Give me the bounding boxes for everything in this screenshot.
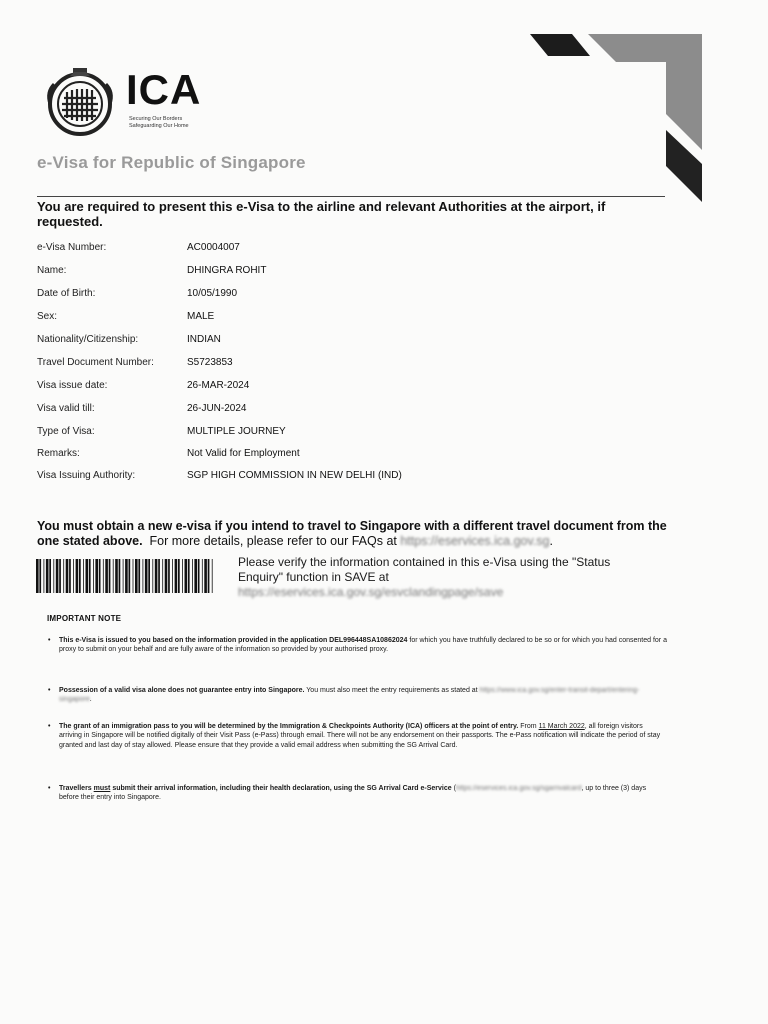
field-value: AC0004007	[187, 242, 240, 253]
field-label: Date of Birth:	[37, 288, 96, 299]
note-2-text: You must also meet the entry requirements as stated at	[306, 687, 478, 694]
field-value: SGP HIGH COMMISSION IN NEW DELHI (IND)	[187, 470, 402, 481]
field-travel-document	[37, 357, 677, 375]
field-value: MULTIPLE JOURNEY	[187, 426, 286, 437]
field-value: INDIAN	[187, 334, 221, 345]
field-label: Visa issue date:	[37, 380, 108, 391]
present-notice: You are required to present this e-Visa to the airline and relevant Authorities at the airport, if requested.	[37, 199, 606, 229]
arrival-card-link[interactable]: https://eservices.ica.gov.sg/sgarrivalcard	[455, 785, 582, 792]
field-value: Not Valid for Employment	[187, 448, 300, 459]
field-label: Name:	[37, 265, 67, 276]
field-issue-date	[37, 380, 677, 398]
field-value: MALE	[187, 311, 215, 322]
save-link[interactable]: https://eservices.ica.gov.sg/esvclandingpage/save	[238, 585, 504, 599]
note-3-bold: The grant of an immigration pass to you will be determined by the Immigration & Checkpoints Authority (ICA) officers at the point of entry.	[59, 723, 519, 730]
field-label: Type of Visa:	[37, 426, 95, 437]
field-evisa-number	[37, 242, 677, 260]
field-sex	[37, 311, 677, 329]
verify-text: Please verify the information contained in this e-Visa using the "Status Enquiry" function in SAVE at	[238, 555, 611, 584]
field-date-of-birth	[37, 288, 677, 306]
note-2-bold: Possession of a valid visa alone does not guarantee entry into Singapore.	[59, 687, 305, 694]
divider	[37, 196, 665, 197]
field-remarks	[37, 448, 677, 466]
field-visa-type	[37, 426, 677, 444]
barcode	[36, 559, 216, 593]
important-note-heading: IMPORTANT NOTE	[47, 614, 122, 623]
field-label: Travel Document Number:	[37, 357, 154, 368]
field-valid-till	[37, 403, 677, 421]
field-label: Remarks:	[37, 448, 80, 459]
faq-link[interactable]: https://eservices.ica.gov.sg	[400, 534, 550, 548]
note-4-bold-b: submit their arrival information, including their health declaration, using the SG Arrival Card e-Service	[112, 785, 452, 792]
faq-text: For more details, please refer to our FAQs at	[149, 534, 397, 548]
ica-wordmark: ICA	[126, 66, 202, 113]
note-item-3: • The grant of an immigration pass to you will be determined by the Immigration & Checkpoints Authority (ICA) officers at the point of entry. From 11 March 2022, all foreign visitors arriving in Singapore will be notified digitally of their Visit Pass (e-Pass) through email. There will not be any endorsement on their passports. The e-Pass notification will indicate the period of stay granted and last day of stay allowed. Please ensure that they provide a valid email address when submitting the SG Arrival Card.	[48, 723, 661, 749]
page-title: e-Visa for Republic of Singapore	[37, 153, 306, 172]
note-4-bold-a: Travellers	[59, 785, 92, 792]
note-item-1: • This e-Visa is issued to you based on the information provided in the application DEL996448SA10862024 for which you have truthfully declared to be so or for which you had consented for a proxy to submit on your behalf and are fully aware of the information so provided by your authorised proxy.	[48, 637, 667, 654]
note-4-must: must	[93, 785, 111, 792]
field-nationality	[37, 334, 677, 352]
field-value: 10/05/1990	[187, 288, 238, 299]
note-3-from: From	[520, 723, 537, 730]
field-value: S5723853	[187, 357, 233, 368]
singapore-crest-icon	[40, 62, 122, 138]
new-visa-notice-bold: You must obtain a new e-visa if you intend to travel to Singapore with a different travel document from the one stated above.	[37, 519, 667, 548]
note-1-bold: This e-Visa is issued to you based on the information provided in the application DEL996448SA10862024	[59, 637, 408, 644]
field-value: 26-MAR-2024	[187, 380, 250, 391]
corner-graphic	[530, 34, 702, 206]
field-label: Visa Issuing Authority:	[37, 470, 136, 481]
field-name	[37, 265, 677, 283]
entry-requirements-link[interactable]: https://www.ica.gov.sg/enter-transit-depart/entering-singapore	[59, 687, 640, 704]
ica-logo	[40, 62, 210, 142]
tagline-2: Safeguarding Our Home	[129, 123, 189, 129]
tagline-1: Securing Our Borders	[129, 116, 183, 122]
new-visa-notice: You must obtain a new e-visa if you intend to travel to Singapore with a different travel document from the one stated above. For more details, please refer to our FAQs at https://eservices.ica.gov.sg.	[37, 519, 667, 548]
note-1-text: for which you have truthfully declared to be so or for which you had consented for a proxy to submit on your behalf and are fully aware of the information so provided by your authorised proxy.	[59, 637, 667, 654]
field-value: 26-JUN-2024	[187, 403, 247, 414]
verify-notice	[238, 555, 658, 600]
field-issuing-authority	[37, 470, 677, 488]
note-4-text: , up to three (3) days before their entry into Singapore.	[59, 785, 647, 802]
note-item-4: • Travellers must submit their arrival information, including their health declaration, using the SG Arrival Card e-Service (https://eservices.ica.gov.sg/sgarrivalcard, up to three (3) days before their entry into Singapore.	[48, 785, 647, 802]
field-value: DHINGRA ROHIT	[187, 265, 267, 276]
field-label: Nationality/Citizenship:	[37, 334, 139, 345]
note-3-text: , all foreign visitors arriving in Singapore will be notified digitally of their Visit Pass (e-Pass) through email. There will not be any endorsement on their passports. The e-Pass notification will indicate the period of stay granted and last day of stay allowed. Please ensure that they provide a valid email address when submitting the SG Arrival Card.	[59, 723, 661, 749]
note-3-date: 11 March 2022	[538, 723, 585, 730]
field-label: e-Visa Number:	[37, 242, 107, 253]
note-item-2: • Possession of a valid visa alone does not guarantee entry into Singapore. You must also meet the entry requirements as stated at https://www.ica.gov.sg/enter-transit-depart/entering-singapore.	[48, 687, 640, 704]
field-label: Sex:	[37, 311, 58, 322]
field-label: Visa valid till:	[37, 403, 95, 414]
